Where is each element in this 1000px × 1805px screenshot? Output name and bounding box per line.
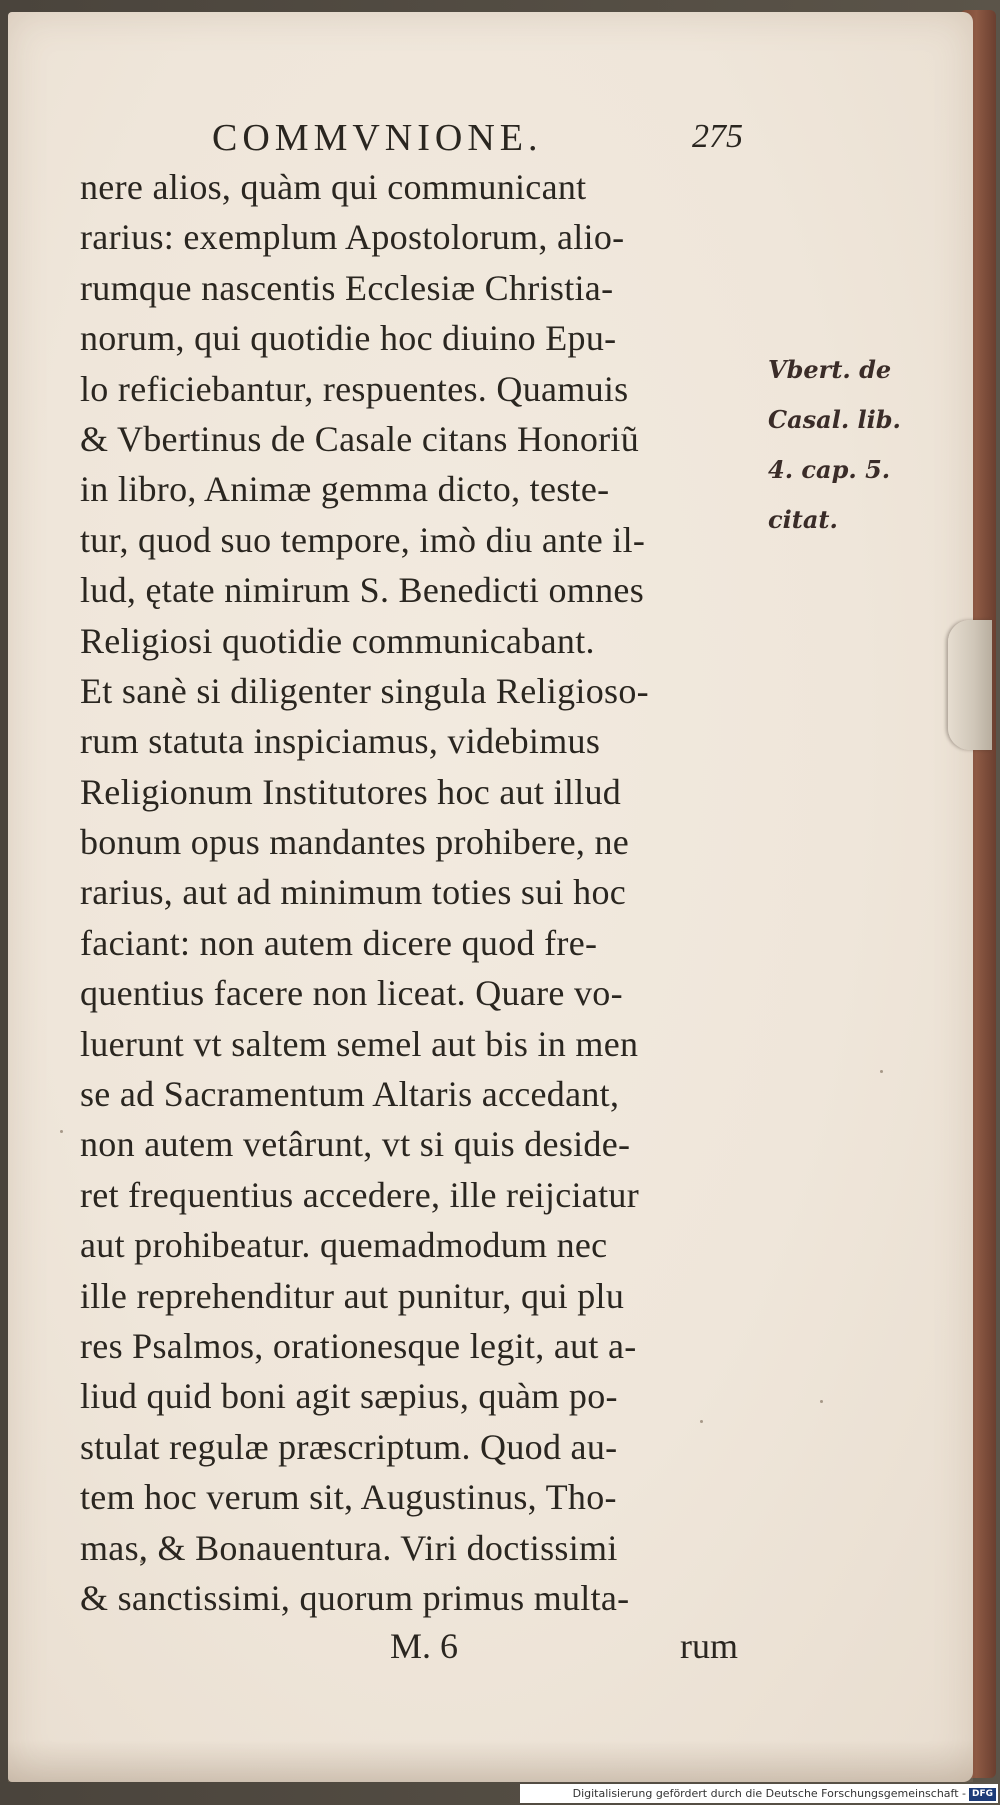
dfg-logo: DFG [969,1788,996,1801]
running-title: COMMVNIONE. [212,117,543,159]
text-line: bonum opus mandantes prohibere, ne [80,822,630,863]
text-line: ille reprehenditur aut punitur, qui plu [80,1275,625,1316]
page-clip-tab [948,620,992,750]
text-line: lo reficiebantur, respuentes. Quamuis [80,368,629,409]
text-line: res Psalmos, orationesque legit, aut a- [80,1325,637,1366]
page-bottom-shade [8,1740,973,1782]
text-line: ret frequentius accedere, ille reijciatur [80,1174,639,1215]
text-line: mas, & Bonauentura. Viri doctissimi [80,1527,618,1568]
body-text [80,162,780,1623]
text-line: tur, quod suo tempore, imò diu ante il- [80,519,646,560]
text-line: Et sanè si diligenter singula Religioso- [80,670,649,711]
running-head [80,110,780,162]
text-line: faciant: non autem dicere quod fre- [80,922,598,963]
text-line: liud quid boni agit sæpius, quàm po- [80,1376,618,1417]
text-line: lud, ętate nimirum S. Benedicti omnes [80,570,645,611]
marginal-note-line: Vbert. de [768,355,892,384]
text-line: tem hoc verum sit, Augustinus, Tho- [80,1477,617,1518]
text-line: aut prohibeatur. quemadmodum nec [80,1225,608,1266]
page-footer [80,1623,780,1679]
digitization-credit [520,1784,998,1803]
text-block [80,110,780,1679]
text-line: rumque nascentis Ecclesiæ Christia- [80,267,614,308]
text-line: & sanctissimi, quorum primus multa- [80,1577,630,1618]
text-line: se ad Sacramentum Altaris accedant, [80,1074,620,1115]
text-line: non autem vetârunt, vt si quis deside- [80,1124,631,1165]
text-line: Religionum Institutores hoc aut illud [80,771,622,812]
text-line: & Vbertinus de Casale citans Honoriũ [80,418,640,459]
text-line: nere alios, quàm qui communicant [80,167,587,207]
text-line: stulat regulæ præscriptum. Quod au- [80,1426,618,1467]
marginal-note-line: Casal. lib. [768,405,901,434]
text-line: rum statuta inspiciamus, videbimus [80,721,601,762]
text-line: luerunt vt saltem semel aut bis in men [80,1023,639,1064]
text-line: rarius: exemplum Apostolorum, alio- [80,217,625,258]
marginal-note-line: citat. [768,505,838,534]
page-number: 275 [692,118,743,155]
text-line: norum, qui quotidie hoc diuino Epu- [80,318,617,359]
catchword: rum [680,1626,738,1667]
credit-text: Digitalisierung gefördert durch die Deutsche Forschungsgemeinschaft - [572,1787,966,1800]
text-line: Religiosi quotidie communicabant. [80,620,595,661]
signature-mark: M. 6 [390,1626,459,1667]
text-line: quentius facere non liceat. Quare vo- [80,973,623,1014]
marginal-note [768,345,901,545]
marginal-note-line: 4. cap. 5. [768,455,891,484]
text-line: rarius, aut ad minimum toties sui hoc [80,872,627,913]
text-line: in libro, Animæ gemma dicto, teste- [80,469,610,510]
